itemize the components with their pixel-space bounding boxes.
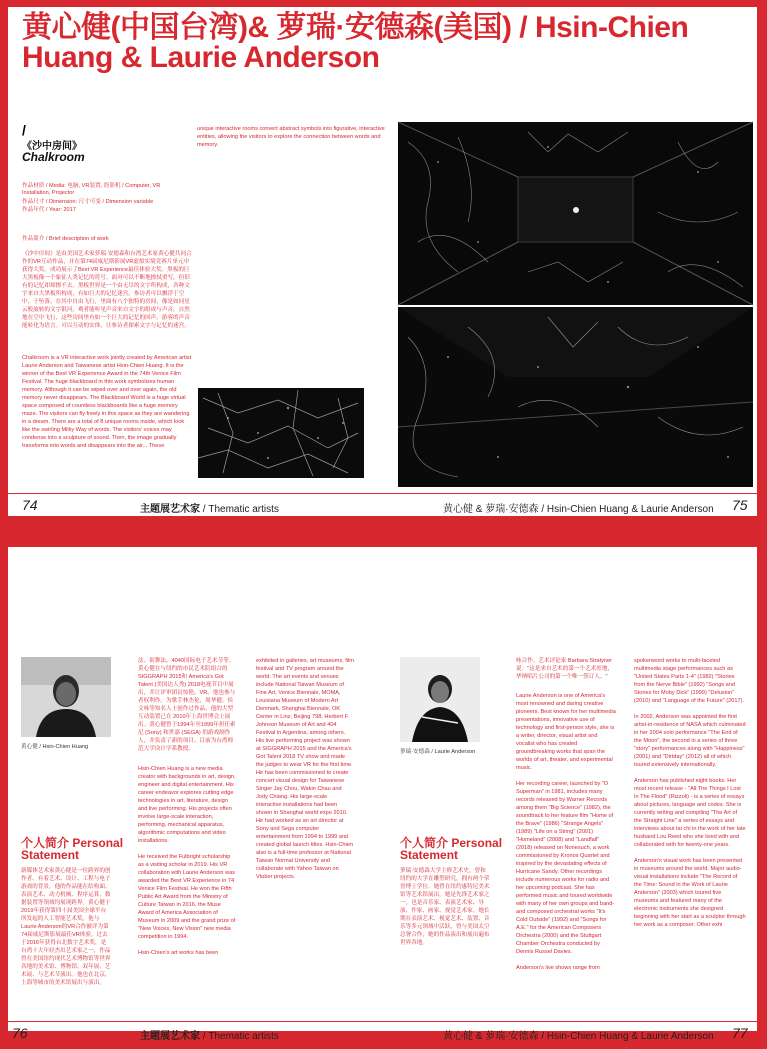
portrait-caption-right: 萝瑞·安德森 / Laurie Anderson <box>400 749 476 755</box>
meta-line: 作品材质 / Media: 电脑, VR装置, 投影机 / Computer, VR <box>22 183 161 189</box>
bio-huang-zh: 新媒体艺术家黄心健是一位跨界的创作者、有着艺术、设计、工程与电子游戏的背景。他的作品能在结构面、表演艺术、动力机械、程序运算，数据装置等领域均展现跨界。黄心健于2019年获得第四十届美国全球平台所发起的人工智能艺术奖。他与Laurie Anderson的VR合作被评为第74届威尼斯影展最佳VR体验。过去于2016年获得台北数字艺术奖，是台湾十大年轻杰出艺术家之一，作品曾在美国纽约现代艺术博物馆等世界各地的美术馆、博物馆、双年展、艺术展、与艺术节演出。他也在北京，上海等城市的美术馆展出与演出。 <box>21 868 111 986</box>
footer-section-label <box>140 500 279 515</box>
footer-artist-label: 黄心健 & 萝瑞·安德森 / Hsin-Chien Huang & Laurie Anderson <box>443 1031 714 1042</box>
page-title <box>22 13 752 73</box>
section-title-zh: 个人简介 <box>21 836 70 850</box>
chalkroom-photo-corridor <box>398 307 753 487</box>
brief-en: Chalkroom is a VR interactive work jointly created by American artist Laurie Anderson and Taiwanese artist Hsin-Chien Huang. It is the winner of the Best VR Experience Award in the 74th Venice Film Festival. The huge blackboard in this work symbolizes human memory. Although it can be wiped over and over again, the old memory never disappears. The Blackboard World is a huge virtual space composed of countless blackboards like a huge memory maze. The visitors can fly freely in this space as they are wandering in a dream. There are a total of 8 unique rooms inside, which look like the swirling Milky Way of words. The visitors' voices may condense into a sculpture of sound. Then, the image gradually transforms into words and disappears into the air... These <box>22 355 192 449</box>
spread-top <box>8 7 757 516</box>
footer-section-en: / Thematic artists <box>200 504 279 515</box>
bio-huang-en: Hsin-Chien Huang is a new media creator with backgrounds in art, design, engineer and digital entertainment. His career endeavor explores cutting edge technologies in art, literature, design and live performing. His projects often involve large-scale interaction, performing, mechanical apparatus, algorithmic computations and video installations. He received the Fulbright scholarship as a visiting scholar in 2019. His VR collaboration with Laurie Anderson was awarded the Best VR Experience in 74 Venice Film Festival. He won the Fifth Public Art Award from the Ministry of Culture Taiwan in 2016, the Muse Award of America Association of Museum in 2009 and the grand prize of "New Voices, New Vision" new media competition in 1994. Hsin-Chien's art works has been <box>138 766 236 956</box>
page-number-right: 77 <box>732 1025 748 1041</box>
meta-line: Installation, Projector <box>22 190 75 196</box>
section-title-zh: 个人简介 <box>400 836 449 850</box>
portrait-caption-left: 黄心健 / Hsin-Chien Huang <box>21 744 89 750</box>
brief-en-continued: unique interactive rooms convert abstract symbols into figurative, interactive entities, allowing the visitors to explore the connection between words and memory. <box>197 126 385 148</box>
footer-rule <box>8 1021 757 1022</box>
page-number-left: 76 <box>12 1025 28 1041</box>
page-number-left: 74 <box>22 497 38 513</box>
title-line-2: Huang & Laurie Anderson <box>22 41 380 74</box>
footer-section-zh: 主题展艺术家 <box>140 504 200 515</box>
bio-anderson-zh-cont: 咏合作。艺术评论家 Barbara Stratyner 说："这是来自艺术的第一个艺术驻地，华纳唱片公司的第一个唯一签订人。" <box>516 658 614 680</box>
page-number-right: 75 <box>732 497 748 513</box>
portrait-hsin-chien-huang <box>21 657 111 737</box>
footer-section-zh: 主题展艺术家 <box>140 1031 200 1042</box>
portrait-laurie-anderson <box>400 657 480 742</box>
meta-line: 作品年代 / Year: 2017 <box>22 207 76 213</box>
footer-artist-label: 黄心健 & 萝瑞·安德森 / Hsin-Chien Huang & Laurie Anderson <box>443 504 714 515</box>
section-title-en: Personal <box>451 836 503 850</box>
work-title-en: Chalkroom <box>22 150 85 164</box>
section-title-right <box>400 837 502 861</box>
spread-bottom <box>8 547 757 1042</box>
brief-label: 作品简介 / Brief description of work <box>22 236 109 242</box>
bio-anderson-en: Laurie Anderson is one of America's most renowned and daring creative pioneers. Best known for her multimedia presentations, innovative use of technology and first-person style, she is a writer, director, visual artist and vocalist who has created groundbreaking works that span the worlds of art, theater, and experimental music. Her recording career, launched by "O Superman" in 1981, includes many records released by Warner Records among them "Big Science" (1982), the soundtrack to her feature film "Home of the Brave" (1986) "Strange Angels" (1989) "Life on a String" (2001) "Homeland" (2008) and "Landfall" (2018) released on Nonesuch, a work commissioned by Kronos Quartet and inspired by the devastating effects of Hurricane Sandy. Other recordings include numerous works for radio and her upcoming podcast. She has performed music and toured worldwide with many of her own groups and band-and composed orchestral works "It's Cold Outside" (1992) and "Songs for A.E." for the American Composers Orchestra (2000) and the Stuttgart Chamber Orchestra conducted by Dennis Russel Davies. Anderson's live shows range from <box>516 693 616 971</box>
section-title-en-2: Statement <box>400 848 459 862</box>
section-title-en-2: Statement <box>21 848 80 862</box>
chalkroom-photo-room <box>398 122 753 305</box>
bio-huang-zh-cont: 法、街舞法、4040国际电子艺术节等。黄心健在与纽约的市民艺术院组合的SIGGRAPH 2015和 America's Got Talent (美国达人秀) 2018电视节目中展出，并让评审团员惊艳。VR、他也参与者权利作。为歌手林杰伦、周华健、侯文咏等知名人士创作过作品，他的大型互动装置已在 2010年上海世博会上展出。黄心健曾于1994年至1999年担任索尼 (Sony) 和世嘉 (SEGA) 的游戏制作人，并负责了新的项目。目前为台湾师范大学设计学系教授。 <box>138 658 236 752</box>
bio-anderson-zh: 萝瑞·安德森大学主修艺术史，曾和纽约的大学在雕塑研究，拥有两个荣誉博士学位。她曾在纽约惠特尼美术馆等艺术馆展出，她是先锋艺术家之一，也是音乐家、表演艺术家、导演、作家、画家、视觉艺术家。她长期在表演艺术、视觉艺术、装置、音乐等多元领域中活跃，曾与美国太空总署合作，她的作品演出和展出遍布世界各地。 <box>400 868 490 946</box>
bio-anderson-en-cont: spokenword works to multi-faceted multimedia stage performances such as "United States Parts 1-4" (1982) "Stories from the Nerve Bible" (1992) "Songs and Stories for Moby Dick" (1999) "Delusion" (2010) and "Language of the Future" (2017). In 2002, Anderson was appointed the first artist-in-residence of NASA which culminated in her 2004 solo performance "The End of the Moon", the second in a series of three "story" performances along with "Happiness" (2001) and "Dirtday" (2012) all of which toured extensively internationally. Anderson has published eight books. Her most recent release - "All The Things I Lost In The Flood" (Rizzoli) - is a series of essays about pictures, language and codes. She is currently writing and compiling "The Art of the Straight Line" a series of essays and interviews about tai chi in the work of her late husband Lou Reed who she lived with and collaborated with for twenty-one years. Anderson's visual work has been presented in museums around the world. Major audio-visual installations include "The Record of the Time: Sound in the Work of Laurie Anderson" (2003) which toured five museums and featured many of the electronic instruments she designed beginning with her start as a sculptor through her work as a composer. Other exhi <box>634 658 746 928</box>
meta-line: 作品尺寸 / Dimension: 尺寸可变 / Dimension variable <box>22 199 154 205</box>
bio-huang-en-cont: exhibited in galleries, art museums, film festival and TV program around the world. The art events and venues include National Taiwan Museum of Fine Art, Venice Biennale, MOMA, Louisiana Museum of Modern Art Denmark, Shanghai Biennale, OK Center in Linz, Beijing 798, Herbert F. Johnson Museum of Art and 404 Festival in Argentina, among others. His live performing project was shown at SIGGRAPH 2015 and the America's Got Talent 2018 TV show and made the judges to wear VR for the first time. He has been commissioned to create concert visual design for Taiwanese Singer Jay Chou, Wakin Chau and Jody Chiang. His large-scale interactive installations had been shown in Shanghai world expo 2010. He had worked as an art director at Sony and Sega computer entertainment from 1994 to 1999 and created global launch titles. Hsin-Chien also is a full-time professor at National Taiwan Normal University and collaborate with Yahoo Taiwan on Vtuber projects. <box>256 658 354 880</box>
chalkroom-photo-small <box>198 388 364 478</box>
footer-rule <box>8 493 757 494</box>
work-title-zh: 《沙中房间》 <box>22 141 82 152</box>
title-line-1: 黄心健(中国台湾)& 萝瑞·安德森(美国) / Hsin-Chien <box>22 11 689 44</box>
slash-mark: / <box>22 122 26 138</box>
section-title-en: Personal <box>72 836 124 850</box>
section-title-left <box>21 837 123 861</box>
brief-zh: 《沙中房间》是由美国艺术家萝瑞·安德森和台湾艺术家黄心健共同合作的VR互动作品，并在第74届威尼斯影展VR虚拟实境竞赛片单元中获得大奖。成功展示了Best VR Experience最佳体验大奖。黑板的巨大黑板像一个象征人类记忆的符号。面对可以不断地擦拭重写，但旧有的记忆却却擦不去。黑板世界是一个由无尽的文字所构成，各种文字来自大黑板所构成，有如巨大的记忆迷宫。参访者可以飘浮于空中、于坠落，在其中自由飞行，里面有八个独特的房间，像是如同星云般旋转的文字银河。观者能听见声音来自文字的组成与声音，自然地在空中飞行，这些房间里有如一个巨大的记忆的回声。游客的声音能转化为语言。可以互动的实体，让参访者探索文字与记忆的迷宫。 <box>22 251 192 329</box>
footer-section-en: / Thematic artists <box>200 1031 279 1042</box>
footer-section-label <box>140 1027 279 1042</box>
